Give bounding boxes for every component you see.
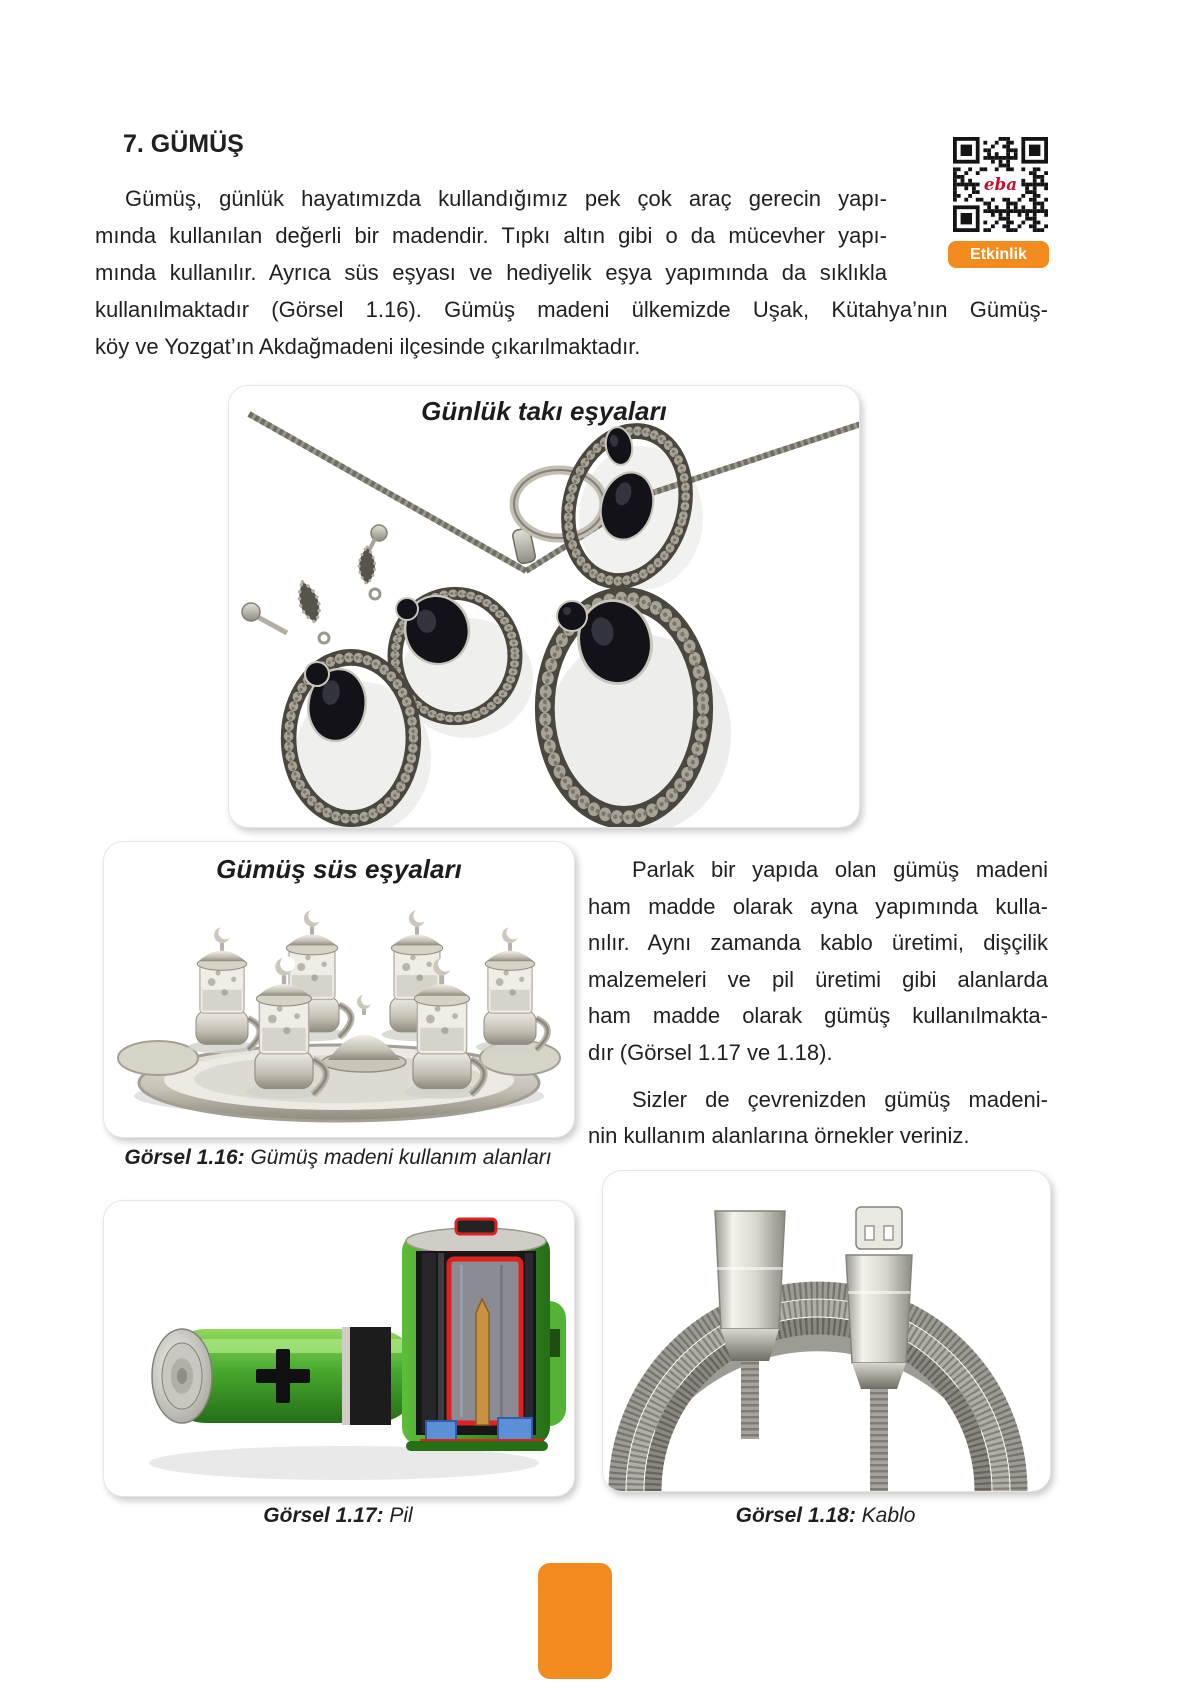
body-line: malzemeleri ve pil üretimi gibi alanlarda bbox=[588, 966, 1048, 992]
metal-usb-cable-photo bbox=[603, 1171, 1050, 1491]
caption-label: Görsel 1.17: bbox=[263, 1504, 384, 1527]
usb-a-connector bbox=[715, 1211, 785, 1361]
body-line: ham madde olarak ayna yapımında kulla- bbox=[588, 893, 1048, 919]
figure-ornaments-card bbox=[103, 841, 575, 1138]
etkinlik-badge: Etkinlik bbox=[948, 241, 1049, 268]
body-line: nin kullanım alanlarına örnekler veriniz. bbox=[588, 1123, 970, 1149]
intro-line: kullanılmaktadır (Görsel 1.16). Gümüş madeni ülkemizde Uşak, Kütahya’nın Gümüş- bbox=[95, 297, 1048, 322]
page-number-tab bbox=[538, 1563, 612, 1679]
necklace-chain bbox=[249, 414, 859, 571]
body-line: dır (Görsel 1.17 ve 1.18). bbox=[588, 1039, 833, 1065]
caption-text: Gümüş madeni kullanım alanları bbox=[244, 1146, 552, 1169]
caption-text: Pil bbox=[383, 1504, 413, 1527]
caption-text: Kablo bbox=[855, 1504, 916, 1527]
body-line: ham madde olarak gümüş kullanılmakta- bbox=[588, 1003, 1048, 1029]
silver-tea-set-photo bbox=[104, 890, 574, 1130]
caption-gorsel-1-18 bbox=[602, 1504, 1049, 1528]
intro-paragraph bbox=[95, 180, 1048, 365]
battery-cutaway-photo bbox=[104, 1201, 574, 1496]
caption-gorsel-1-17 bbox=[103, 1504, 573, 1528]
right-column bbox=[588, 852, 1048, 1155]
caption-label: Görsel 1.16: bbox=[124, 1146, 245, 1169]
intro-line: köy ve Yozgat’ın Akdağmadeni ilçesinde çıkarılmaktadır. bbox=[95, 334, 641, 359]
figure-jewelry-title: Günlük takı eşyaları bbox=[421, 396, 667, 426]
figure-ornaments-title: Gümüş süs eşyaları bbox=[216, 854, 462, 884]
figure-battery-card bbox=[103, 1200, 575, 1497]
section-title: 7. GÜMÜŞ bbox=[123, 130, 244, 158]
caption-label: Görsel 1.18: bbox=[735, 1504, 856, 1527]
caption-gorsel-1-16 bbox=[103, 1146, 573, 1170]
intro-line: Gümüş, günlük hayatımızda kullandığımız pek çok araç gerecin yapı- bbox=[125, 186, 887, 211]
battery-cutaway bbox=[402, 1219, 550, 1451]
intro-line: mında kullanılır. Ayrıca süs eşyası ve hediyelik eşya yapımında da sıklıkla bbox=[95, 260, 887, 285]
intro-line: mında kullanılan değerli bir madendir. Tıpkı altın gibi o da mücevher yapı- bbox=[95, 223, 887, 248]
body-line: Sizler de çevrenizden gümüş madeni- bbox=[632, 1086, 1048, 1112]
eba-qr-code-icon bbox=[953, 137, 1048, 232]
figure-cable-card bbox=[602, 1170, 1051, 1492]
body-line: nılır. Aynı zamanda kablo üretimi, dişçilik bbox=[588, 930, 1048, 956]
battery-horizontal bbox=[152, 1327, 421, 1425]
body-line: Parlak bir yapıda olan gümüş madeni bbox=[632, 857, 1048, 882]
micro-usb-connector bbox=[846, 1207, 912, 1389]
jewelry-photo bbox=[229, 386, 859, 827]
figure-jewelry-card bbox=[228, 385, 860, 828]
eba-logo: eba bbox=[983, 173, 1018, 194]
